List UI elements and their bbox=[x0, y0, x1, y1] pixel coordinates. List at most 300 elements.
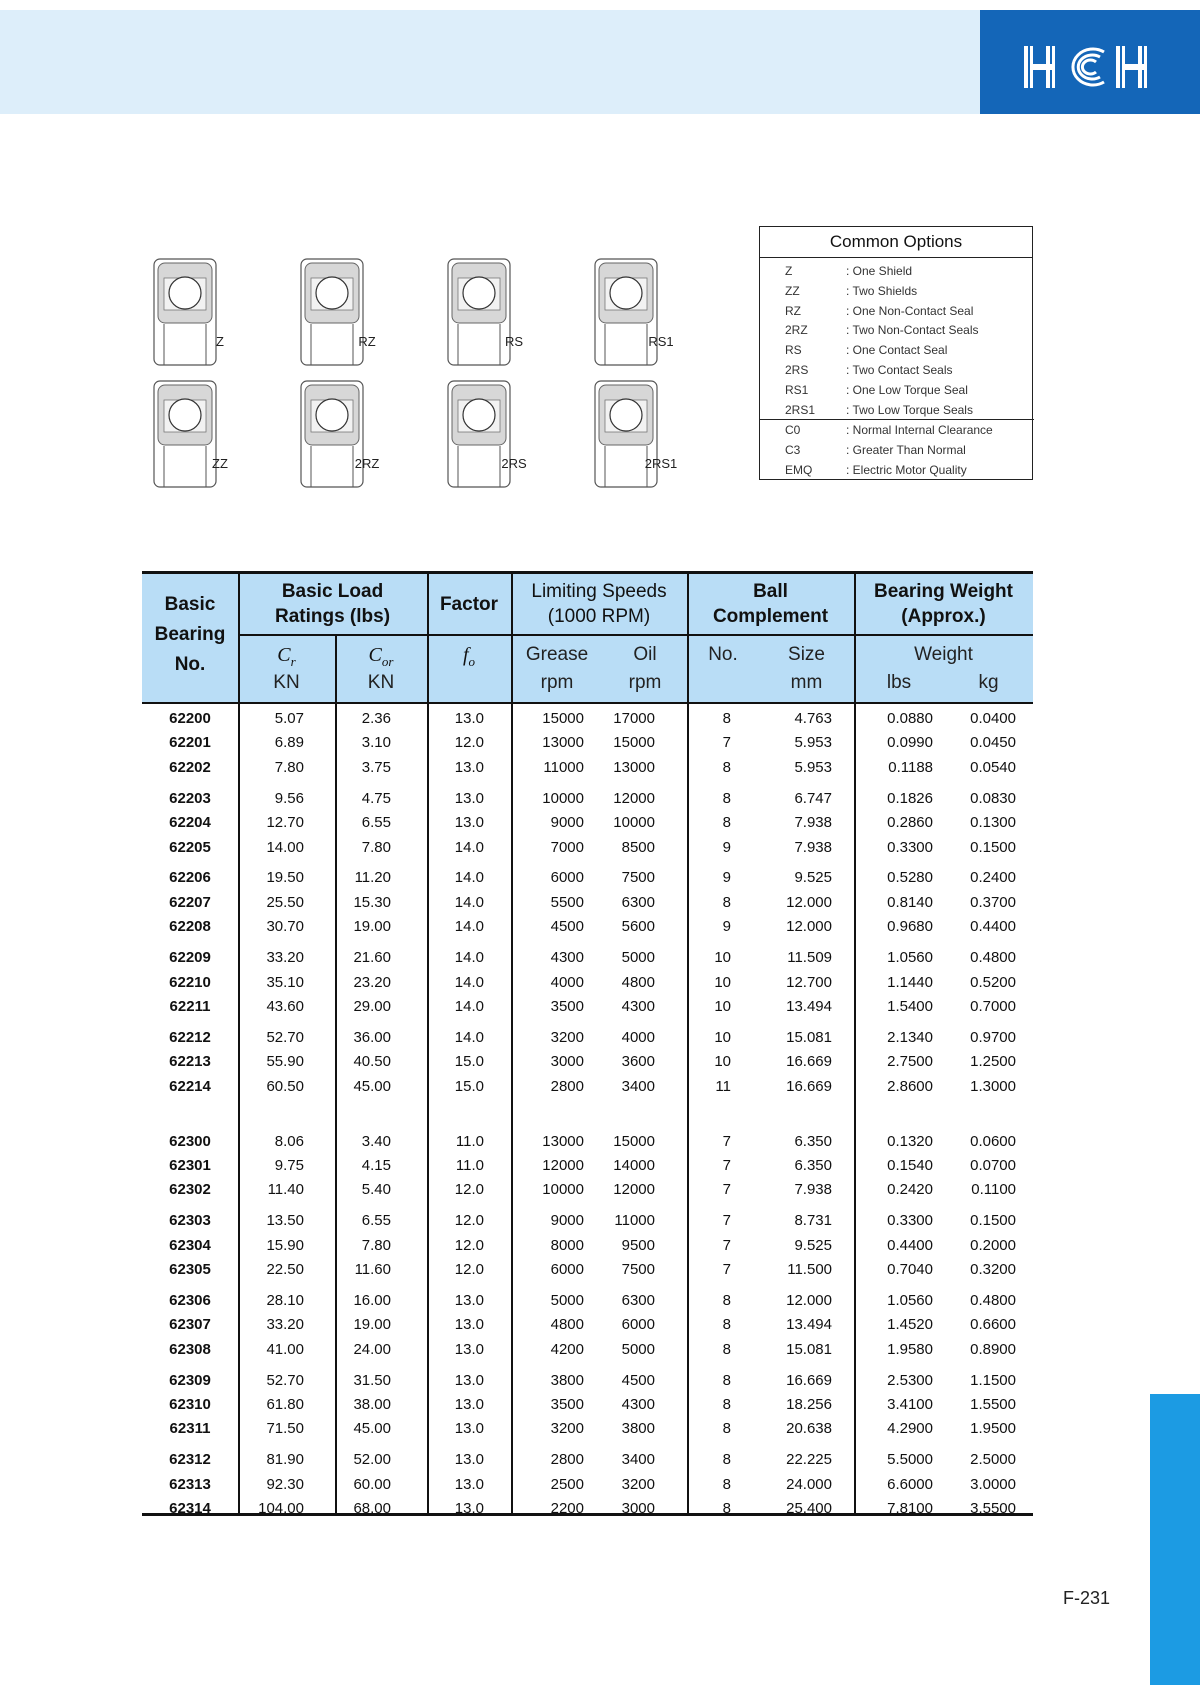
grease-rpm: 3200 bbox=[550, 1028, 584, 1046]
weight-lbs: 0.4400 bbox=[887, 1236, 933, 1254]
cor-value: 4.75 bbox=[361, 789, 391, 807]
oil-rpm: 3600 bbox=[621, 1053, 655, 1071]
weight-lbs: 0.3300 bbox=[887, 838, 933, 856]
bearing-no: 62300 bbox=[169, 1132, 211, 1150]
grease-rpm: 4000 bbox=[550, 973, 584, 991]
ball-size: 9.525 bbox=[794, 1236, 832, 1254]
cr-value: 11.40 bbox=[267, 1181, 304, 1199]
option-row bbox=[760, 261, 1034, 281]
bearing-no: 62307 bbox=[169, 1316, 211, 1334]
weight-lbs: 0.1540 bbox=[887, 1156, 933, 1174]
weight-kg: 2.5000 bbox=[970, 1451, 1016, 1469]
ball-count: 8 bbox=[722, 1291, 731, 1309]
grease-rpm: 9000 bbox=[550, 1212, 584, 1230]
ball-count: 7 bbox=[722, 1261, 731, 1278]
cr-value: 9.75 bbox=[274, 1156, 304, 1174]
weight-lbs: 2.5300 bbox=[887, 1371, 933, 1389]
subheader-cor: $C_{or}$ bbox=[368, 644, 394, 669]
oil-rpm: 4000 bbox=[621, 1028, 655, 1046]
cr-value: 19.50 bbox=[266, 869, 304, 887]
weight-kg: 3.0000 bbox=[970, 1475, 1016, 1493]
subheader-oil-unit: rpm bbox=[628, 672, 662, 693]
option-row bbox=[760, 340, 1034, 360]
option-row bbox=[760, 460, 1034, 480]
weight-lbs: 1.0560 bbox=[887, 949, 933, 967]
cr-value: 13.50 bbox=[266, 1212, 304, 1230]
header-load-2: Ratings (lbs) bbox=[274, 606, 391, 627]
bearing-type-label: RS bbox=[504, 334, 524, 349]
header-factor: Factor bbox=[439, 594, 499, 615]
cr-value: 22.50 bbox=[266, 1261, 304, 1278]
subheader-cr: $C_r$ bbox=[277, 644, 296, 669]
factor-value: 14.0 bbox=[454, 918, 484, 936]
cor-value: 3.40 bbox=[361, 1132, 391, 1150]
ball-size: 12.700 bbox=[786, 973, 832, 991]
cor-value: 3.10 bbox=[361, 734, 391, 752]
ball-size: 6.350 bbox=[794, 1132, 832, 1150]
cor-value: 16.00 bbox=[353, 1291, 391, 1309]
bearing-no: 62308 bbox=[169, 1340, 211, 1358]
weight-lbs: 2.7500 bbox=[887, 1053, 933, 1071]
bearing-no: 62210 bbox=[169, 973, 211, 991]
oil-rpm: 14000 bbox=[613, 1156, 655, 1174]
option-row bbox=[760, 380, 1034, 400]
cor-value: 45.00 bbox=[353, 1077, 391, 1095]
bearing-no: 62208 bbox=[169, 918, 211, 936]
weight-kg: 0.4800 bbox=[970, 949, 1016, 967]
option-code: 2RS bbox=[785, 363, 809, 377]
subheader-grease: Grease bbox=[525, 644, 589, 665]
option-description: : Greater Than Normal bbox=[846, 443, 966, 458]
cor-value: 21.60 bbox=[353, 949, 391, 967]
bearing-no: 62204 bbox=[169, 814, 211, 832]
factor-value: 14.0 bbox=[454, 869, 484, 887]
side-tab bbox=[1150, 1394, 1200, 1685]
oil-rpm: 7500 bbox=[621, 869, 655, 887]
ball-size: 12.000 bbox=[786, 918, 832, 936]
cor-value: 7.80 bbox=[361, 838, 391, 856]
factor-value: 13.0 bbox=[454, 814, 484, 832]
bearing-type-label: Z bbox=[216, 334, 224, 349]
grease-rpm: 11000 bbox=[543, 758, 584, 776]
cr-value: 35.10 bbox=[266, 973, 304, 991]
ball-size: 6.350 bbox=[794, 1156, 832, 1174]
oil-rpm: 4300 bbox=[621, 1396, 655, 1413]
factor-value: 14.0 bbox=[454, 838, 484, 856]
weight-lbs: 0.8140 bbox=[887, 893, 933, 911]
bearing-diagram bbox=[297, 380, 437, 488]
oil-rpm: 3800 bbox=[621, 1420, 655, 1438]
cor-value: 24.00 bbox=[353, 1340, 391, 1358]
ball-count: 7 bbox=[722, 1181, 731, 1199]
ball-size: 6.747 bbox=[794, 789, 832, 807]
cr-value: 12.70 bbox=[266, 814, 304, 832]
cr-value: 81.90 bbox=[266, 1451, 304, 1469]
cr-value: 104.00 bbox=[258, 1500, 304, 1518]
factor-value: 13.0 bbox=[454, 789, 484, 807]
oil-rpm: 4300 bbox=[621, 997, 655, 1015]
bearing-diagram bbox=[297, 258, 437, 366]
bearing-cross-section-icon bbox=[444, 380, 514, 488]
option-code: RS1 bbox=[785, 382, 809, 397]
option-code: 2RZ bbox=[785, 323, 808, 338]
weight-lbs: 0.5280 bbox=[887, 869, 933, 887]
bearing-no: 62306 bbox=[169, 1291, 211, 1309]
grease-rpm: 5500 bbox=[550, 893, 584, 911]
header-ball-1: Ball bbox=[753, 581, 788, 602]
header-speed-2: (1000 RPM) bbox=[547, 606, 651, 627]
weight-kg: 0.0600 bbox=[970, 1132, 1016, 1150]
option-row bbox=[760, 360, 1034, 380]
ball-size: 16.669 bbox=[786, 1077, 832, 1095]
bearing-no: 62205 bbox=[169, 838, 211, 856]
option-description: : One Non-Contact Seal bbox=[846, 303, 974, 318]
col-divider bbox=[335, 634, 337, 1516]
oil-rpm: 5000 bbox=[621, 949, 655, 967]
grease-rpm: 3500 bbox=[550, 997, 584, 1015]
cr-value: 52.70 bbox=[266, 1028, 304, 1046]
weight-kg: 0.3200 bbox=[970, 1261, 1016, 1278]
factor-value: 13.0 bbox=[454, 1340, 484, 1358]
header-speed-1: Limiting Speeds bbox=[531, 581, 667, 602]
ball-count: 7 bbox=[722, 1156, 731, 1174]
ball-size: 16.669 bbox=[786, 1053, 832, 1071]
weight-lbs: 1.0560 bbox=[887, 1291, 933, 1309]
bearing-diagram bbox=[591, 258, 731, 366]
option-description: : One Contact Seal bbox=[846, 343, 948, 358]
weight-lbs: 6.6000 bbox=[887, 1475, 933, 1493]
bearing-type-label: ZZ bbox=[212, 456, 228, 471]
weight-lbs: 0.3300 bbox=[887, 1212, 933, 1230]
weight-lbs: 0.0990 bbox=[887, 734, 933, 752]
oil-rpm: 3400 bbox=[621, 1077, 655, 1095]
oil-rpm: 8500 bbox=[621, 838, 655, 856]
weight-kg: 0.1100 bbox=[971, 1181, 1016, 1199]
oil-rpm: 12000 bbox=[613, 1181, 655, 1199]
table-header-rule bbox=[142, 702, 1033, 704]
ball-size: 18.256 bbox=[786, 1396, 832, 1413]
weight-kg: 1.3000 bbox=[970, 1077, 1016, 1095]
grease-rpm: 9000 bbox=[550, 814, 584, 832]
grease-rpm: 3000 bbox=[550, 1053, 584, 1071]
grease-rpm: 4300 bbox=[550, 949, 584, 967]
weight-kg: 0.1500 bbox=[970, 838, 1016, 856]
ball-size: 20.638 bbox=[786, 1420, 832, 1438]
factor-value: 13.0 bbox=[454, 1475, 484, 1493]
option-code: C0 bbox=[785, 423, 801, 438]
weight-lbs: 0.2420 bbox=[887, 1181, 933, 1199]
cr-value: 8.06 bbox=[274, 1132, 304, 1150]
ball-count: 7 bbox=[722, 1236, 731, 1254]
weight-lbs: 0.1320 bbox=[887, 1132, 933, 1150]
hch-logo-icon bbox=[1024, 46, 1154, 88]
grease-rpm: 2500 bbox=[550, 1475, 584, 1493]
cr-value: 25.50 bbox=[266, 893, 304, 911]
grease-rpm: 2200 bbox=[550, 1500, 584, 1518]
cor-value: 4.15 bbox=[361, 1156, 391, 1174]
cor-value: 11.20 bbox=[354, 869, 391, 887]
cor-value: 2.36 bbox=[361, 710, 391, 727]
bearing-no: 62214 bbox=[169, 1077, 211, 1095]
col-divider bbox=[511, 571, 513, 1516]
weight-kg: 0.1300 bbox=[970, 814, 1016, 832]
bearing-type-label: RZ bbox=[358, 334, 376, 349]
weight-kg: 1.5500 bbox=[970, 1396, 1016, 1413]
option-description: : One Shield bbox=[846, 264, 913, 278]
oil-rpm: 15000 bbox=[613, 1132, 655, 1150]
cor-value: 36.00 bbox=[353, 1028, 391, 1046]
oil-rpm: 6000 bbox=[621, 1316, 655, 1334]
oil-rpm: 3200 bbox=[621, 1475, 655, 1493]
bearing-diagram bbox=[444, 258, 584, 366]
ball-count: 10 bbox=[714, 1053, 731, 1071]
cor-value: 11.60 bbox=[354, 1261, 391, 1278]
ball-size: 7.938 bbox=[794, 1181, 832, 1199]
grease-rpm: 4500 bbox=[550, 918, 584, 936]
factor-value: 14.0 bbox=[454, 997, 484, 1015]
ball-size: 22.225 bbox=[786, 1451, 832, 1469]
cr-value: 5.07 bbox=[274, 710, 304, 727]
grease-rpm: 2800 bbox=[550, 1451, 584, 1469]
factor-value: 13.0 bbox=[454, 1371, 484, 1389]
bearing-no: 62310 bbox=[169, 1396, 211, 1413]
oil-rpm: 11000 bbox=[614, 1212, 655, 1230]
oil-rpm: 3000 bbox=[621, 1500, 655, 1518]
option-code: C3 bbox=[785, 443, 801, 458]
oil-rpm: 7500 bbox=[621, 1261, 655, 1278]
cr-value: 15.90 bbox=[266, 1236, 304, 1254]
factor-value: 14.0 bbox=[454, 1028, 484, 1046]
cor-value: 68.00 bbox=[353, 1500, 391, 1518]
subheader-grease-unit: rpm bbox=[540, 672, 574, 693]
ball-size: 15.081 bbox=[786, 1028, 832, 1046]
bearing-spec-table bbox=[142, 571, 1033, 1516]
header-load-1: Basic Load bbox=[281, 581, 384, 602]
option-description: : One Low Torque Seal bbox=[846, 382, 968, 397]
ball-size: 12.000 bbox=[786, 893, 832, 911]
oil-rpm: 4500 bbox=[621, 1371, 655, 1389]
header-weight-1: Bearing Weight bbox=[874, 581, 1013, 602]
factor-value: 13.0 bbox=[454, 1451, 484, 1469]
bearing-no: 62302 bbox=[169, 1181, 211, 1199]
cr-value: 14.00 bbox=[266, 838, 304, 856]
weight-kg: 0.4400 bbox=[970, 918, 1016, 936]
bearing-diagram bbox=[444, 380, 584, 488]
bearing-type-label: RS1 bbox=[648, 334, 674, 349]
weight-lbs: 3.4100 bbox=[887, 1396, 933, 1413]
bearing-cross-section-icon bbox=[444, 258, 514, 366]
ball-size: 24.000 bbox=[786, 1475, 832, 1493]
weight-kg: 0.8900 bbox=[970, 1340, 1016, 1358]
cor-value: 60.00 bbox=[353, 1475, 391, 1493]
ball-count: 8 bbox=[722, 1451, 731, 1469]
grease-rpm: 2800 bbox=[550, 1077, 584, 1095]
oil-rpm: 9500 bbox=[621, 1236, 655, 1254]
factor-value: 11.0 bbox=[455, 1132, 484, 1150]
weight-lbs: 7.8100 bbox=[887, 1500, 933, 1518]
grease-rpm: 5000 bbox=[550, 1291, 584, 1309]
cr-value: 33.20 bbox=[266, 949, 304, 967]
cr-value: 43.60 bbox=[266, 997, 304, 1015]
ball-size: 13.494 bbox=[786, 997, 832, 1015]
factor-value: 13.0 bbox=[454, 1316, 484, 1334]
common-options-title: Common Options bbox=[760, 227, 1032, 258]
factor-value: 11.0 bbox=[455, 1156, 484, 1174]
cor-value: 7.80 bbox=[361, 1236, 391, 1254]
brand-logo bbox=[980, 10, 1200, 114]
cor-value: 5.40 bbox=[361, 1181, 391, 1199]
bearing-no: 62312 bbox=[169, 1451, 211, 1469]
grease-rpm: 8000 bbox=[550, 1236, 584, 1254]
grease-rpm: 10000 bbox=[542, 789, 584, 807]
cr-value: 71.50 bbox=[266, 1420, 304, 1438]
weight-lbs: 5.5000 bbox=[887, 1451, 933, 1469]
oil-rpm: 12000 bbox=[613, 789, 655, 807]
ball-size: 9.525 bbox=[794, 869, 832, 887]
weight-kg: 0.1500 bbox=[970, 1212, 1016, 1230]
ball-count: 8 bbox=[722, 758, 731, 776]
grease-rpm: 6000 bbox=[550, 869, 584, 887]
bearing-no: 62213 bbox=[169, 1053, 211, 1071]
factor-value: 14.0 bbox=[454, 949, 484, 967]
ball-size: 11.509 bbox=[787, 949, 832, 967]
bearing-no: 62206 bbox=[169, 869, 211, 887]
cor-value: 23.20 bbox=[353, 973, 391, 991]
option-row bbox=[760, 320, 1034, 340]
weight-kg: 0.0540 bbox=[970, 758, 1016, 776]
cor-value: 45.00 bbox=[353, 1420, 391, 1438]
cor-value: 38.00 bbox=[353, 1396, 391, 1413]
factor-value: 15.0 bbox=[454, 1077, 484, 1095]
bearing-no: 62203 bbox=[169, 789, 211, 807]
weight-lbs: 2.8600 bbox=[887, 1077, 933, 1095]
subheader-cr-unit: KN bbox=[273, 672, 300, 693]
col-divider bbox=[854, 571, 856, 1516]
bearing-no: 62314 bbox=[169, 1500, 211, 1518]
ball-count: 10 bbox=[714, 1028, 731, 1046]
weight-lbs: 2.1340 bbox=[887, 1028, 933, 1046]
bearing-cross-section-icon bbox=[591, 258, 661, 366]
option-row bbox=[760, 400, 1034, 420]
option-description: : Two Non-Contact Seals bbox=[846, 323, 979, 338]
subheader-weight: Weight bbox=[914, 644, 973, 665]
factor-value: 13.0 bbox=[454, 758, 484, 776]
bearing-no: 62303 bbox=[169, 1212, 211, 1230]
factor-value: 13.0 bbox=[454, 1396, 484, 1413]
bearing-cross-section-icon bbox=[297, 380, 367, 488]
bearing-cross-section-icon bbox=[150, 380, 220, 488]
grease-rpm: 3200 bbox=[550, 1420, 584, 1438]
col-divider bbox=[238, 571, 240, 1516]
option-code: RS bbox=[785, 343, 802, 358]
ball-count: 8 bbox=[722, 789, 731, 807]
weight-kg: 0.5200 bbox=[970, 973, 1016, 991]
weight-kg: 0.6600 bbox=[970, 1316, 1016, 1334]
bearing-type-label: 2RS bbox=[501, 456, 527, 471]
option-code: ZZ bbox=[785, 283, 800, 298]
bearing-cross-section-icon bbox=[150, 258, 220, 366]
ball-size: 5.953 bbox=[794, 734, 832, 752]
grease-rpm: 3800 bbox=[550, 1371, 584, 1389]
weight-lbs: 0.1188 bbox=[888, 758, 933, 776]
bearing-no: 62202 bbox=[169, 758, 211, 776]
grease-rpm: 13000 bbox=[542, 734, 584, 752]
cor-value: 19.00 bbox=[353, 918, 391, 936]
subheader-rule bbox=[238, 634, 1033, 636]
oil-rpm: 10000 bbox=[613, 814, 655, 832]
cr-value: 6.89 bbox=[274, 734, 304, 752]
option-code: EMQ bbox=[785, 463, 813, 477]
subheader-size-unit: mm bbox=[790, 672, 823, 693]
factor-value: 13.0 bbox=[454, 1291, 484, 1309]
bearing-diagram bbox=[150, 380, 290, 488]
bearing-no: 62211 bbox=[169, 997, 211, 1015]
option-description: : Two Low Torque Seals bbox=[846, 402, 973, 417]
weight-kg: 0.3700 bbox=[970, 893, 1016, 911]
factor-value: 13.0 bbox=[454, 1420, 484, 1438]
factor-value: 12.0 bbox=[454, 1181, 484, 1199]
cr-value: 28.10 bbox=[266, 1291, 304, 1309]
ball-size: 5.953 bbox=[794, 758, 832, 776]
weight-lbs: 1.5400 bbox=[887, 997, 933, 1015]
page-number: F-231 bbox=[1063, 1588, 1111, 1608]
header-basic-1: Basic bbox=[164, 594, 216, 615]
bearing-no: 62305 bbox=[169, 1261, 211, 1278]
ball-count: 7 bbox=[722, 1212, 731, 1230]
factor-value: 12.0 bbox=[454, 1236, 484, 1254]
ball-size: 13.494 bbox=[786, 1316, 832, 1334]
table-top-rule bbox=[142, 571, 1033, 574]
cor-value: 52.00 bbox=[353, 1451, 391, 1469]
ball-count: 10 bbox=[714, 997, 731, 1015]
cor-value: 6.55 bbox=[361, 1212, 391, 1230]
ball-count: 9 bbox=[722, 838, 731, 856]
col-divider bbox=[427, 571, 429, 1516]
grease-rpm: 13000 bbox=[542, 1132, 584, 1150]
weight-lbs: 0.1826 bbox=[887, 789, 933, 807]
cr-value: 7.80 bbox=[274, 758, 304, 776]
option-description: : Electric Motor Quality bbox=[846, 463, 967, 477]
oil-rpm: 4800 bbox=[621, 973, 655, 991]
weight-lbs: 1.4520 bbox=[887, 1316, 933, 1334]
header-band bbox=[0, 10, 980, 114]
subheader-ball-no: No. bbox=[708, 644, 738, 665]
option-description: : Two Shields bbox=[846, 283, 918, 298]
cr-value: 41.00 bbox=[266, 1340, 304, 1358]
cr-value: 92.30 bbox=[266, 1475, 304, 1493]
header-basic-3: No. bbox=[174, 654, 206, 675]
subheader-oil: Oil bbox=[633, 644, 657, 665]
option-code: 2RS1 bbox=[785, 402, 816, 417]
factor-value: 12.0 bbox=[454, 734, 484, 752]
weight-kg: 1.2500 bbox=[970, 1053, 1016, 1071]
ball-size: 8.731 bbox=[794, 1212, 832, 1230]
oil-rpm: 3400 bbox=[621, 1451, 655, 1469]
weight-kg: 0.4800 bbox=[970, 1291, 1016, 1309]
ball-count: 11 bbox=[715, 1077, 731, 1095]
cr-value: 55.90 bbox=[266, 1053, 304, 1071]
weight-kg: 0.9700 bbox=[970, 1028, 1016, 1046]
ball-count: 8 bbox=[722, 1371, 731, 1389]
options-divider bbox=[760, 419, 1034, 420]
ball-size: 11.500 bbox=[787, 1261, 832, 1278]
weight-lbs: 0.0880 bbox=[887, 710, 933, 727]
option-code: Z bbox=[785, 264, 793, 278]
subheader-fo: $f_o$ bbox=[462, 644, 476, 669]
factor-value: 12.0 bbox=[454, 1261, 484, 1278]
ball-size: 25.400 bbox=[786, 1500, 832, 1518]
factor-value: 15.0 bbox=[454, 1053, 484, 1071]
